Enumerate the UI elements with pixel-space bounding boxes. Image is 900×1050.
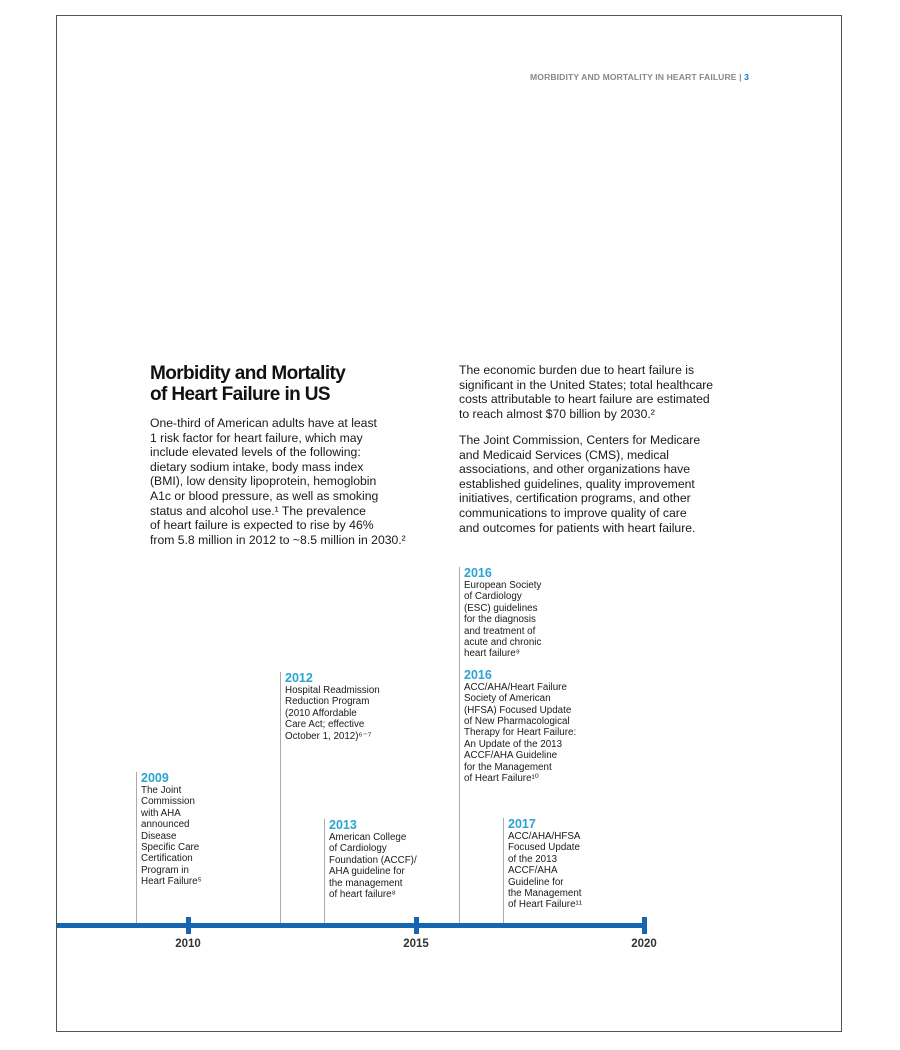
timeline-event-2017 [503, 818, 582, 924]
tick-label-2010: 2010 [175, 938, 201, 950]
event-text: ACC/AHA/HFSA Focused Update of the 2013 ACCF/AHA Guideline for the Management of Heart Failure¹¹ [508, 831, 583, 911]
tick-2015 [414, 917, 419, 934]
event-year: 2016 [464, 566, 492, 580]
event-text: American College of Cardiology Foundation (ACCF)/ AHA guideline for the management of heart failure⁸ [329, 832, 417, 901]
paragraph-economic-burden: The economic burden due to heart failure is significant in the United States; total healthcare costs attributable to heart failure are estimated to reach almost $70 billion by 2030.² [459, 363, 714, 421]
tick-2010 [186, 917, 191, 934]
event-text: The Joint Commission with AHA announced Disease Specific Care Certification Program in Heart Failure⁵ [141, 785, 202, 888]
event-year: 2017 [508, 817, 536, 831]
event-year: 2013 [329, 818, 357, 832]
timeline-axis [57, 923, 646, 928]
section-heading: Morbidity and Mortality of Heart Failure in US [150, 363, 346, 405]
running-title: MORBIDITY AND MORTALITY IN HEART FAILURE | [530, 72, 745, 82]
event-text: Hospital Readmission Reduction Program (2010 Affordable Care Act; effective October 1, 2012)⁶⁻⁷ [285, 685, 380, 742]
event-text: ACC/AHA/Heart Failure Society of American (HFSA) Focused Update of New Pharmacological Therapy for Heart Failure: An Update of the 2013 ACCF/AHA Guideline for the Management of Heart Failure¹⁰ [464, 681, 577, 785]
page-number: 3 [744, 72, 749, 82]
timeline-event-2013 [324, 819, 417, 924]
timeline-event-2009 [136, 772, 202, 924]
event-year: 2012 [285, 671, 313, 685]
paragraph-organizations: The Joint Commission, Centers for Medicare and Medicaid Services (CMS), medical associations, and other organizations have established guidelines, quality improvement initiatives, certification programs, and other communications to improve quality of care and outcomes for patients with heart failure. [459, 433, 701, 535]
paragraph-risk-factors: One-third of American adults have at least 1 risk factor for heart failure, which may include elevated levels of the following: dietary sodium intake, body mass index (BMI), low density lipoprotein, hemoglobin A1c or blood pressure, as well as smoking status and alcohol use.¹ The prevalence of heart failure is expected to rise by 46% from 5.8 million in 2012 to ~8.5 million in 2030.² [150, 416, 406, 547]
event-text: European Society of Cardiology (ESC) guidelines for the diagnosis and treatment of acute and chronic heart failure⁹ [464, 580, 542, 660]
event-year: 2016 [464, 667, 492, 682]
tick-label-2020: 2020 [631, 938, 657, 950]
tick-2020 [642, 917, 647, 934]
running-header [530, 72, 749, 82]
tick-label-2015: 2015 [403, 938, 429, 950]
event-year: 2009 [141, 771, 169, 785]
